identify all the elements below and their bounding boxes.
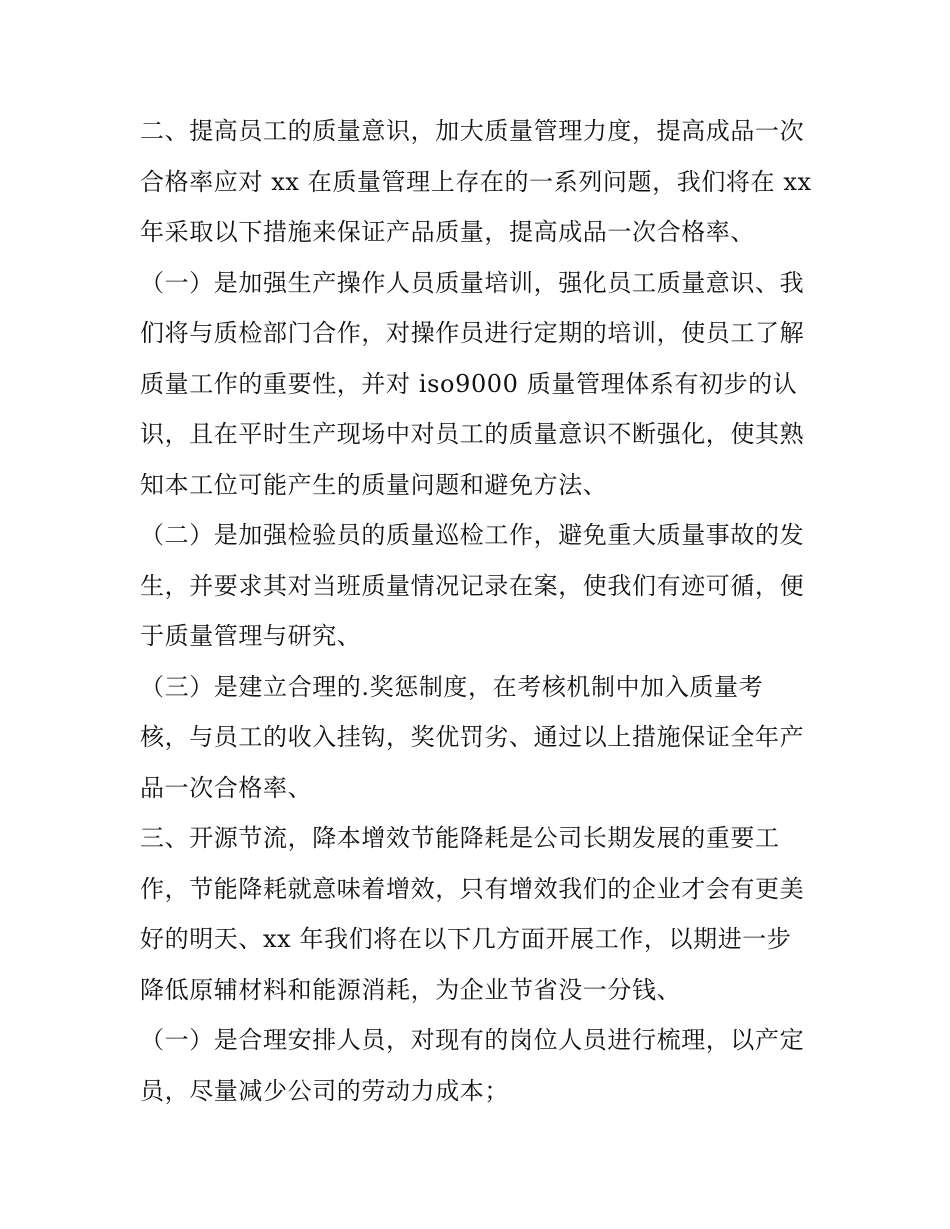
text-line: 作，节能降耗就意味着增效，只有增效我们的企业才会有更美 <box>140 874 805 903</box>
text-line: 质量工作的重要性，并对 iso9000 质量管理体系有初步的认 <box>140 369 798 398</box>
text-line: 识，且在平时生产现场中对员工的质量意识不断强化，使其熟 <box>140 420 805 448</box>
text-line: 好的明天、xx 年我们将在以下几方面开展工作，以期进一步 <box>140 925 792 953</box>
text-line: 核，与员工的收入挂钩，奖优罚劣、通过以上措施保证全年产 <box>140 723 805 751</box>
text-line: （三）是建立合理的.奖惩制度，在考核机制中加入质量考 <box>140 672 764 701</box>
text-line: 合格率应对 xx 在质量管理上存在的一系列问题，我们将在 xx <box>140 167 812 196</box>
text-line: 员，尽量减少公司的劳动力成本； <box>140 1076 509 1105</box>
text-line: 品一次合格率、 <box>140 773 313 802</box>
text-line: （二）是加强检验员的质量巡检工作，避免重大质量事故的发 <box>140 521 805 549</box>
text-line: 年采取以下措施来保证产品质量，提高成品一次合格率、 <box>140 218 755 246</box>
text-line: （一）是加强生产操作人员质量培训，强化员工质量意识、我 <box>140 268 805 297</box>
document-body <box>140 106 820 1116</box>
text-line: 于质量管理与研究、 <box>140 622 362 650</box>
text-line: 知本工位可能产生的质量问题和避免方法、 <box>140 470 608 499</box>
text-line: 二、提高员工的质量意识，加大质量管理力度，提高成品一次 <box>140 117 805 145</box>
text-line: 降低原辅材料和能源消耗，为企业节省没一分钱、 <box>140 975 682 1004</box>
text-line: 们将与质检部门合作，对操作员进行定期的培训，使员工了解 <box>140 319 805 347</box>
text-line: （一）是合理安排人员，对现有的岗位人员进行梳理，以产定 <box>140 1026 805 1054</box>
text-line: 生，并要求其对当班质量情况记录在案，使我们有迹可循，便 <box>140 571 805 600</box>
text-line: 三、开源节流，降本增效节能降耗是公司长期发展的重要工 <box>140 824 780 852</box>
